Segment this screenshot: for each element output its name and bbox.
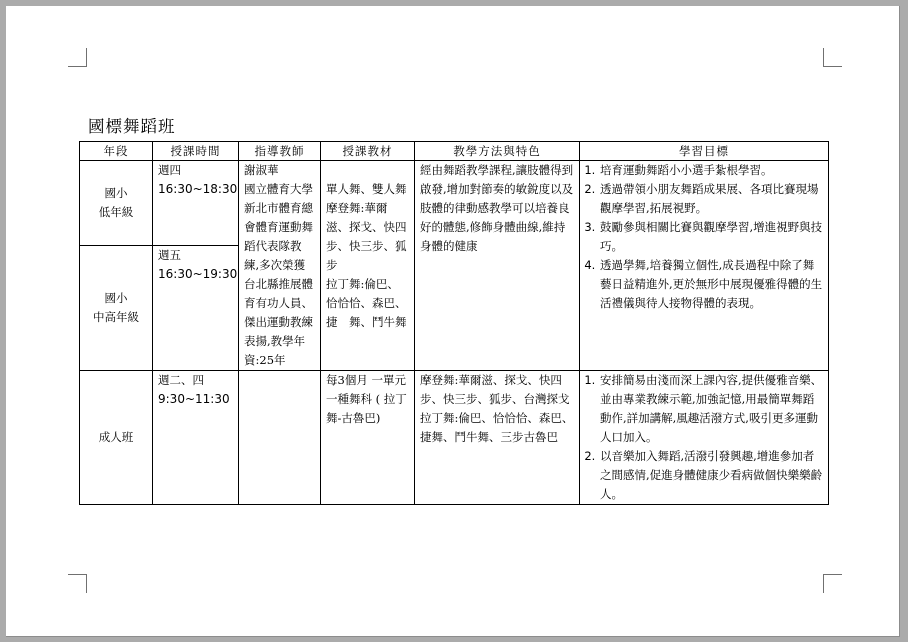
goals-cell <box>580 161 829 371</box>
goal-item: 1. 培育運動舞蹈小小選手紮根學習。 <box>599 161 823 180</box>
header-grade: 年段 <box>80 142 153 161</box>
goal-item: 2. 以音樂加入舞蹈,活潑引發興趣,增進參加者之間感情,促進身體健康少看病做個快樂樂齡人。 <box>599 447 823 504</box>
grade-line: 成人班 <box>98 430 134 444</box>
crop-mark-bottom-right <box>823 574 842 593</box>
header-method: 教學方法與特色 <box>415 142 580 161</box>
goal-item: 1. 安排簡易由淺而深上課內容,提供優雅音樂、並由專業教練示範,加強記憶,用最簡單舞蹈動作,詳加講解,風趣活潑方式,吸引更多運動人口加入。 <box>599 371 823 447</box>
table-header-row <box>80 142 829 161</box>
class-time: 9:30~11:30 <box>158 392 230 406</box>
header-time: 授課時間 <box>153 142 239 161</box>
grade-cell <box>80 161 153 246</box>
class-day: 週二、四 <box>158 373 204 387</box>
time-cell <box>153 245 239 370</box>
method-cell: 經由舞蹈教學課程,讓肢體得到啟發,增加對節奏的敏銳度以及肢體的律動感教學可以培養良好的體態,修飾身體曲線,維持身體的健康 <box>415 161 580 371</box>
document-title: 國標舞蹈班 <box>88 117 176 136</box>
header-material: 授課教材 <box>321 142 415 161</box>
table-row <box>80 161 829 246</box>
class-day: 週四 <box>158 163 181 177</box>
material-cell: 單人舞、雙人舞 摩登舞:華爾滋、探戈、快四步、快三步、狐步 拉丁舞:倫巴、恰恰恰、森巴、捷 舞、鬥牛舞 <box>321 161 415 371</box>
method-cell: 摩登舞:華爾滋、探戈、快四步、快三步、狐步、台灣探戈 拉丁舞:倫巴、恰恰恰、森巴、捷舞、鬥牛舞、三步古魯巴 <box>415 371 580 505</box>
time-cell <box>153 371 239 505</box>
header-goals: 學習目標 <box>580 142 829 161</box>
teacher-cell-empty <box>239 371 321 505</box>
class-time: 16:30~18:30 <box>158 182 238 196</box>
grade-line: 國小 <box>104 185 128 200</box>
grade-line: 低年級 <box>98 204 134 219</box>
document-page <box>6 6 900 637</box>
goal-item: 4. 透過學舞,培養獨立個性,成長過程中除了舞藝日益精進外,更於無形中展現優雅得體的生活禮儀與待人接物得體的表現。 <box>599 256 823 313</box>
goal-item: 3. 鼓勵參與相關比賽與觀摩學習,增進視野與技巧。 <box>599 218 823 256</box>
crop-mark-top-right <box>823 48 842 67</box>
material-cell: 每3個月 一單元 一種舞科 ( 拉丁舞-古魯巴) <box>321 371 415 505</box>
time-cell <box>153 161 239 246</box>
class-time: 16:30~19:30 <box>158 266 238 281</box>
grade-line: 國小 <box>104 290 128 305</box>
grade-line: 中高年級 <box>93 309 139 324</box>
grade-cell <box>80 371 153 505</box>
course-table <box>79 141 829 505</box>
goal-item: 2. 透過帶領小朋友舞蹈成果展、各項比賽現場觀摩學習,拓展視野。 <box>599 180 823 218</box>
crop-mark-bottom-left <box>68 574 87 593</box>
crop-mark-top-left <box>68 48 87 67</box>
header-teacher: 指導教師 <box>239 142 321 161</box>
class-day: 週五 <box>158 247 181 262</box>
teacher-cell: 謝淑華 國立體育大學 新北市體育總會體育運動舞蹈代表隊教練,多次榮獲台北縣推展體育有功人員、傑出運動教練表揚,教學年資:25年 <box>239 161 321 371</box>
grade-cell <box>80 245 153 370</box>
goals-cell <box>580 371 829 505</box>
table-row <box>80 371 829 505</box>
